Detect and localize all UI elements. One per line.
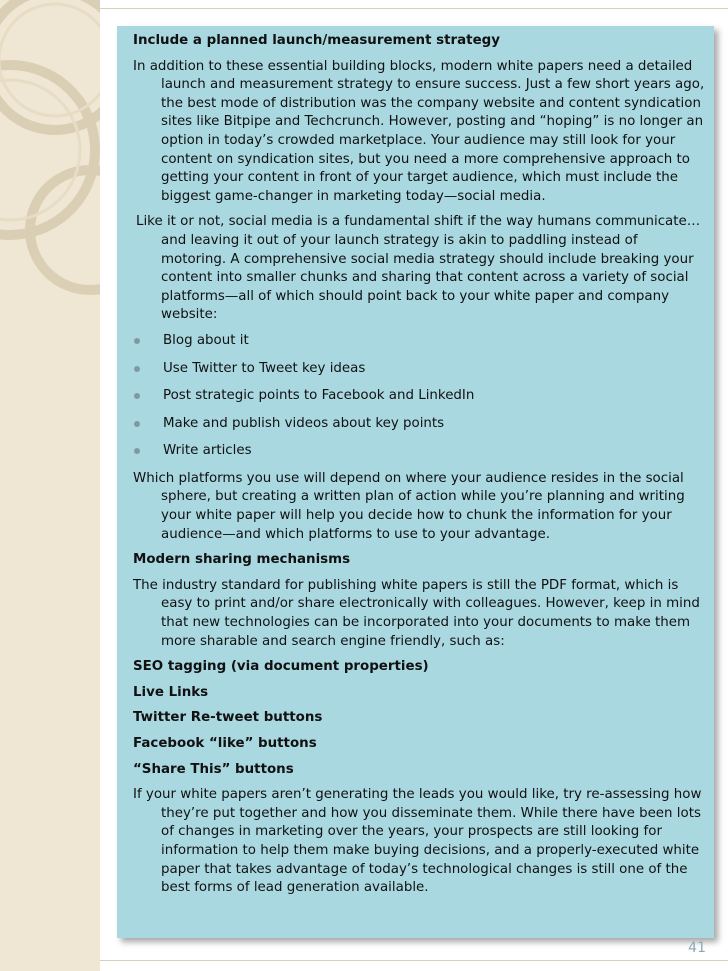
paragraph-platforms: Which platforms you use will depend on where your audience resides in the social sphere, but creating a written plan of action while you’re planning and writing your white paper will help you decide how to chunk the information for your audience—and which platforms to use to your advantage. [133,470,685,542]
paragraph-pdf-standard: The industry standard for publishing white papers is still the PDF format, which is easy to print and/or share electronically with colleagues. However, keep in mind that new technologies can be incorporated into your documents to make them more sharable and search engine friendly, such as: [133,577,700,649]
heading-live-links: Live Links [133,684,209,700]
bullet-icon [134,338,140,344]
bullet-icon [134,448,140,454]
paragraph-social-media: Like it or not, social media is a fundamental shift if the way humans communicate…and leaving it out of your launch strategy is akin to paddling instead of motoring. A comprehensive social media strategy should include breaking your content into smaller chunks and sharing that content across a variety of social platforms—all of which should point back to your white paper and company website: [136,214,701,323]
heading-twitter-retweet: Twitter Re-tweet buttons [133,710,323,726]
heading-sharing-mechanisms: Modern sharing mechanisms [133,552,351,568]
heading-facebook-like: Facebook “like” buttons [133,736,317,751]
bullet-list-platforms [133,332,706,461]
list-item: Make and publish videos about key points [133,415,706,434]
list-item: Write articles [133,442,706,461]
paragraph-conclusion: If your white papers aren’t generating the leads you would like, try re-assessing how they’re put together and how you disseminate them. While there have been lots of changes in marketing over the years, your prospects are still looking for information to help them make buying decisions, and a properly-executed white paper that takes advantage of today’s technological changes is still one of the best forms of lead generation available. [133,787,702,896]
heading-launch-strategy: Include a planned launch/measurement strategy [133,33,500,48]
heading-seo-tagging: SEO tagging (via document properties) [133,659,429,675]
list-item: Blog about it [133,332,706,351]
bottom-rule [100,960,728,961]
list-item: Post strategic points to Facebook and LinkedIn [133,387,706,406]
bullet-icon [134,421,140,427]
paragraph-building-blocks: In addition to these essential building blocks, modern white papers need a detailed launch and measurement strategy to ensure success. Just a few short years ago, the best mode of distribution was the company website and content syndication sites like Bitpipe and Techcrunch. However, posting and “hoping” is no longer an option in today’s crowded marketplace. Your audience may still look for your content on syndication sites, but you need a more comprehensive approach to getting your content in front of your target audience, which must include the biggest game-changer in marketing today—social media. [133,58,705,204]
top-rule [100,8,728,9]
decorative-left-band [0,0,100,971]
list-item: Use Twitter to Tweet key ideas [133,360,706,379]
bullet-icon [134,366,140,372]
heading-share-this: “Share This” buttons [133,761,294,777]
content-box [117,26,714,938]
page-number: 41 [688,940,706,956]
bullet-icon [134,393,140,399]
decorative-rings-graphic [0,0,100,971]
